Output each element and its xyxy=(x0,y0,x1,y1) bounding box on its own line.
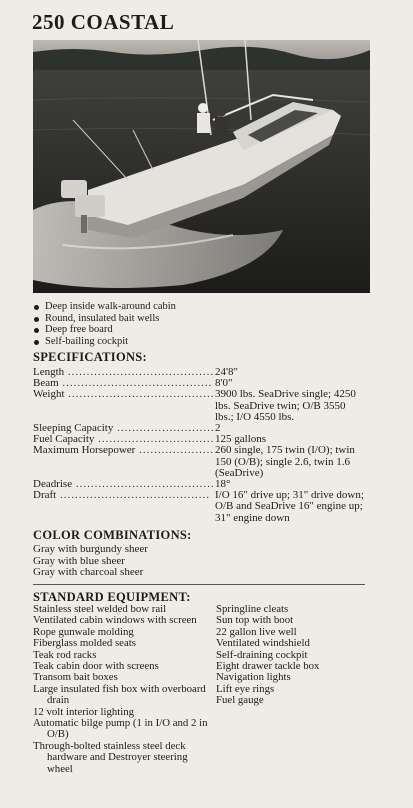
equipment-column-right xyxy=(216,604,366,775)
list-item: Gray with charcoal sheer xyxy=(33,566,144,578)
list-item: Deep inside walk-around cabin xyxy=(34,301,176,313)
list-item: Round, insulated bait wells xyxy=(34,313,176,325)
list-item: Through-bolted stainless steel deck hardware and Destroyer steering wheel xyxy=(33,739,188,775)
list-item: Sun top with boot xyxy=(216,614,294,627)
boat-photo xyxy=(33,40,370,293)
color-combinations-list xyxy=(33,544,148,579)
spec-row-sleeping-capacity xyxy=(33,423,368,434)
list-item: Automatic bilge pump (1 in I/O and 2 in O/B) xyxy=(33,717,208,741)
list-item: Self-bailing cockpit xyxy=(34,336,176,348)
list-item: Fiberglass molded seats xyxy=(33,637,136,650)
list-item: Large insulated fish box with overboard drain xyxy=(33,682,206,707)
list-item: 22 gallon live well xyxy=(216,625,297,638)
list-item: Teak cabin door with screens xyxy=(33,660,159,673)
spec-value: 260 single, 175 twin (I/O); twin 150 (O/B); single 2.6, twin 1.6 (SeaDrive) xyxy=(215,444,355,479)
spec-value: 3900 lbs. SeaDrive single; 4250 lbs. SeaDrive twin; O/B 3550 lbs.; I/O 4550 lbs. xyxy=(215,388,356,423)
list-item: Gray with burgundy sheer xyxy=(33,543,148,555)
list-item: Springline cleats xyxy=(216,603,289,615)
list-item: Transom bait boxes xyxy=(33,671,118,684)
list-item: Teak rod racks xyxy=(33,648,97,661)
spec-value: 24'8" xyxy=(215,366,238,378)
list-item: Fuel gauge xyxy=(216,694,264,707)
spec-value: 18° xyxy=(215,478,231,491)
spec-value: 125 gallons xyxy=(215,433,267,446)
spec-row-maximum-horsepower xyxy=(33,445,368,479)
list-item: Ventilated windshield xyxy=(216,637,310,650)
spec-label: Maximum Horsepower ..... xyxy=(33,445,215,479)
spec-label: Beam ..... xyxy=(33,378,215,389)
spec-value: 2 xyxy=(215,422,221,435)
spec-label: Weight ..... xyxy=(33,389,215,423)
list-item: Lift eye rings xyxy=(216,682,275,695)
spec-row-weight xyxy=(33,389,368,423)
feature-list xyxy=(34,301,176,347)
spec-label: Length ..... xyxy=(33,367,215,378)
list-item: Gray with blue sheer xyxy=(33,554,125,567)
spec-value: I/O 16" drive up; 31" drive down; O/B and SeaDrive 16" engine up; 31" engine down xyxy=(215,489,364,524)
page-title: 250 COASTAL xyxy=(32,10,175,34)
standard-equipment-heading: STANDARD EQUIPMENT: xyxy=(33,590,191,604)
spec-label: Sleeping Capacity ..... xyxy=(33,423,215,434)
spec-row-length xyxy=(33,367,368,378)
list-item: Self-draining cockpit xyxy=(216,648,308,661)
spec-value: 8'0" xyxy=(215,377,233,390)
spec-label: Fuel Capacity ..... xyxy=(33,434,215,445)
spec-label: Deadrise ..... xyxy=(33,479,215,490)
list-item: Navigation lights xyxy=(216,671,291,684)
list-item: 12 volt interior lighting xyxy=(33,705,135,718)
color-combinations-heading: COLOR COMBINATIONS: xyxy=(33,528,192,542)
list-item: Eight drawer tackle box xyxy=(216,660,320,673)
spec-label: Draft ..... xyxy=(33,490,215,524)
standard-equipment-list xyxy=(33,604,368,775)
list-item: Ventilated cabin windows with screen xyxy=(33,614,197,627)
specifications-table xyxy=(33,367,368,524)
specifications-heading: SPECIFICATIONS: xyxy=(33,350,148,364)
list-item: Rope gunwale molding xyxy=(33,625,134,638)
equipment-column-left xyxy=(33,604,216,775)
list-item: Stainless steel welded bow rail xyxy=(33,603,167,615)
list-item: Deep free board xyxy=(34,324,176,336)
spec-row-draft xyxy=(33,490,368,524)
divider xyxy=(33,584,365,585)
